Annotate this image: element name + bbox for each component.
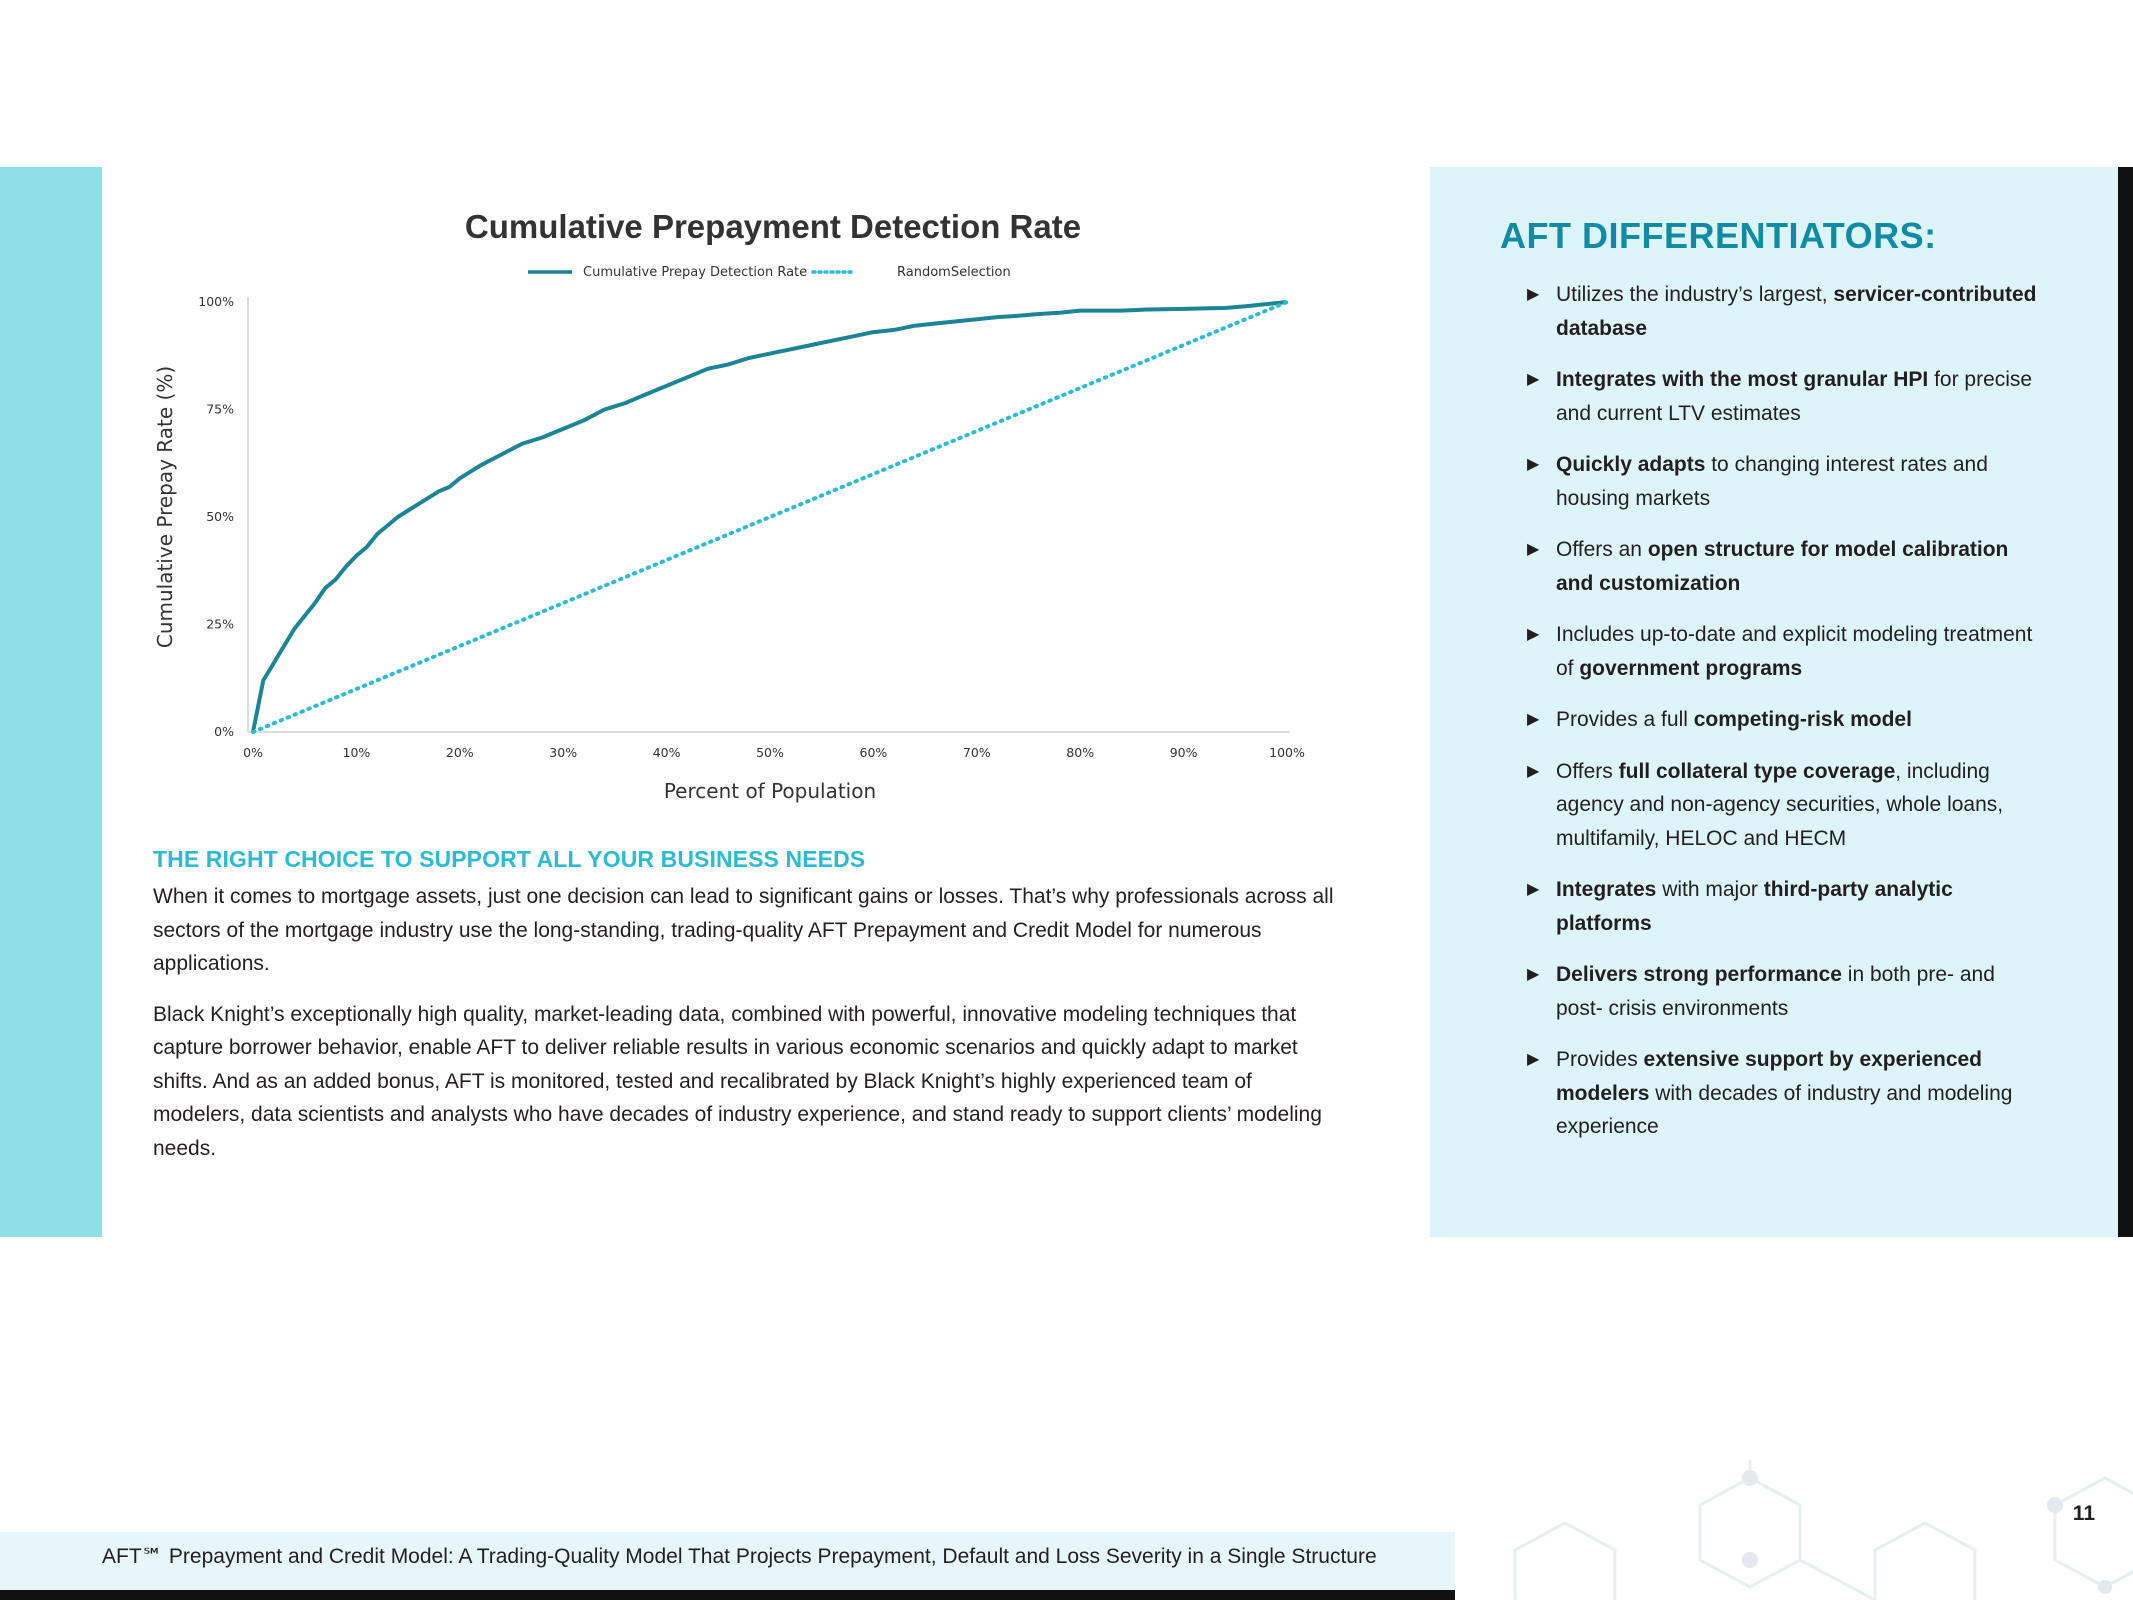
item-text: Provides a full (1556, 708, 1694, 731)
left-accent-bar (0, 167, 102, 1237)
x-axis-title: Percent of Population (663, 779, 877, 803)
right-edge-bar (2118, 167, 2133, 1237)
x-tick-label: 0% (243, 745, 263, 760)
chart-legend (528, 265, 1011, 280)
x-tick-label: 100% (1269, 745, 1305, 760)
x-tick-label: 20% (445, 745, 474, 760)
item-text: to changing interest rates and housing markets (1556, 453, 1988, 510)
x-tick-label: 70% (962, 745, 991, 760)
x-tick-label: 30% (549, 745, 578, 760)
x-tick-label: 50% (756, 745, 784, 760)
y-tick-labels (198, 294, 234, 739)
differentiator-item (1527, 1043, 2047, 1144)
footer-rule (0, 1590, 1455, 1600)
legend-label-detection-rate: Cumulative Prepay Detection Rate (583, 265, 808, 280)
chart-title: Cumulative Prepayment Detection Rate (464, 208, 1082, 245)
triangle-bullet-icon: ▶ (1527, 1051, 1540, 1068)
bold-text: government programs (1579, 656, 1803, 680)
y-tick-label: 100% (198, 294, 234, 309)
x-tick-label: 60% (859, 745, 888, 760)
item-text: Includes up-to-date and explicit modeling treatment of (1556, 623, 2033, 680)
bold-text: competing-risk model (1693, 708, 1912, 731)
triangle-bullet-icon: ▶ (1527, 371, 1540, 388)
triangle-bullet-icon: ▶ (1527, 626, 1540, 643)
bold-text: Integrates (1556, 878, 1657, 901)
y-axis-title: Cumulative Prepay Rate (%) (153, 365, 177, 649)
y-tick-label: 50% (206, 509, 234, 524)
x-tick-labels (243, 745, 1305, 760)
differentiator-item (1527, 873, 2047, 940)
triangle-bullet-icon: ▶ (1527, 711, 1540, 728)
body-paragraph-2: Black Knight’s exceptionally high quality, market-leading data, combined with powerful, innovative modeling techniques that capture borrower behavior, enable AFT to deliver reliable results in various economic scenarios and quickly adapt to market shifts. And as an added bonus, AFT is monitored, tested and recalibrated by Black Knight’s highly experienced team of modelers, data scientists and analysts who have decades of industry experience, and stand ready to support clients’ modeling needs. (153, 1002, 1322, 1160)
chart-svg (140, 205, 1340, 825)
triangle-bullet-icon: ▶ (1527, 966, 1540, 983)
bold-text: Quickly adapts (1556, 453, 1706, 476)
bold-text: Integrates with the most granular HPI (1556, 368, 1929, 391)
item-text: Offers (1556, 759, 1619, 783)
differentiator-item (1527, 703, 2047, 737)
body-paragraph-1: When it comes to mortgage assets, just one decision can lead to significant gains or losses. That’s why professionals across all sectors of the mortgage industry use the long-standing, trading-quality AFT Prepayment and Credit Model for numerous applications. (153, 885, 1334, 975)
x-tick-label: 90% (1169, 745, 1198, 760)
differentiator-item (1527, 958, 2047, 1025)
x-tick-label: 10% (342, 745, 371, 760)
bold-text: open structure for model calibration and customization (1556, 538, 2009, 595)
x-tick-label: 40% (652, 745, 681, 760)
body-section (153, 846, 1343, 1182)
item-text: for precise and current LTV estimates (1556, 368, 2033, 425)
differentiator-item (1527, 533, 2047, 600)
bold-text: Delivers strong performance (1556, 963, 1842, 986)
footer-text: AFT℠ Prepayment and Credit Model: A Trading-Quality Model That Projects Prepayment, Default and Loss Severity in a Single Structure (102, 1545, 1377, 1568)
differentiator-item (1527, 448, 2047, 515)
item-text: Offers an (1556, 538, 1648, 561)
item-text: , including agency and non-agency securities, whole loans, multifamily, HELOC and HECM (1556, 759, 2004, 850)
triangle-bullet-icon: ▶ (1527, 456, 1540, 473)
y-tick-label: 75% (206, 401, 234, 417)
section-heading: THE RIGHT CHOICE TO SUPPORT ALL YOUR BUSINESS NEEDS (153, 846, 866, 872)
triangle-bullet-icon: ▶ (1527, 762, 1540, 780)
y-tick-label: 25% (206, 616, 234, 632)
differentiator-item (1527, 755, 2047, 856)
triangle-bullet-icon: ▶ (1527, 286, 1540, 303)
bold-text: servicer-contributed database (1556, 283, 2037, 340)
item-text: with decades of industry and modeling experience (1556, 1081, 2013, 1138)
differentiators-list (1527, 278, 2047, 1162)
differentiators-title: AFT DIFFERENTIATORS: (1500, 215, 1937, 256)
item-text: Provides (1556, 1048, 1644, 1071)
bold-text: full collateral type coverage (1618, 759, 1896, 783)
legend-label-random-selection: RandomSelection (897, 265, 1011, 280)
series-layer (253, 302, 1287, 732)
triangle-bullet-icon: ▶ (1527, 881, 1540, 898)
differentiator-item (1527, 618, 2047, 685)
prepayment-chart (140, 205, 1340, 825)
differentiator-item (1527, 363, 2047, 430)
x-tick-label: 80% (1066, 745, 1095, 760)
page-number: 11 (2072, 1502, 2095, 1525)
hexagon-decoration (1500, 1460, 2133, 1600)
bold-text: extensive support by experienced modelers (1556, 1048, 1983, 1105)
item-text: in both pre- and post- crisis environments (1556, 963, 1995, 1020)
y-tick-label: 0% (214, 724, 234, 739)
differentiator-item (1527, 278, 2047, 345)
series-line-random-selection (253, 302, 1287, 732)
item-text: Utilizes the industry’s largest, (1556, 283, 1834, 306)
triangle-bullet-icon: ▶ (1527, 541, 1540, 558)
item-text: with major (1656, 878, 1764, 901)
bold-text: third-party analytic platforms (1556, 878, 1953, 935)
